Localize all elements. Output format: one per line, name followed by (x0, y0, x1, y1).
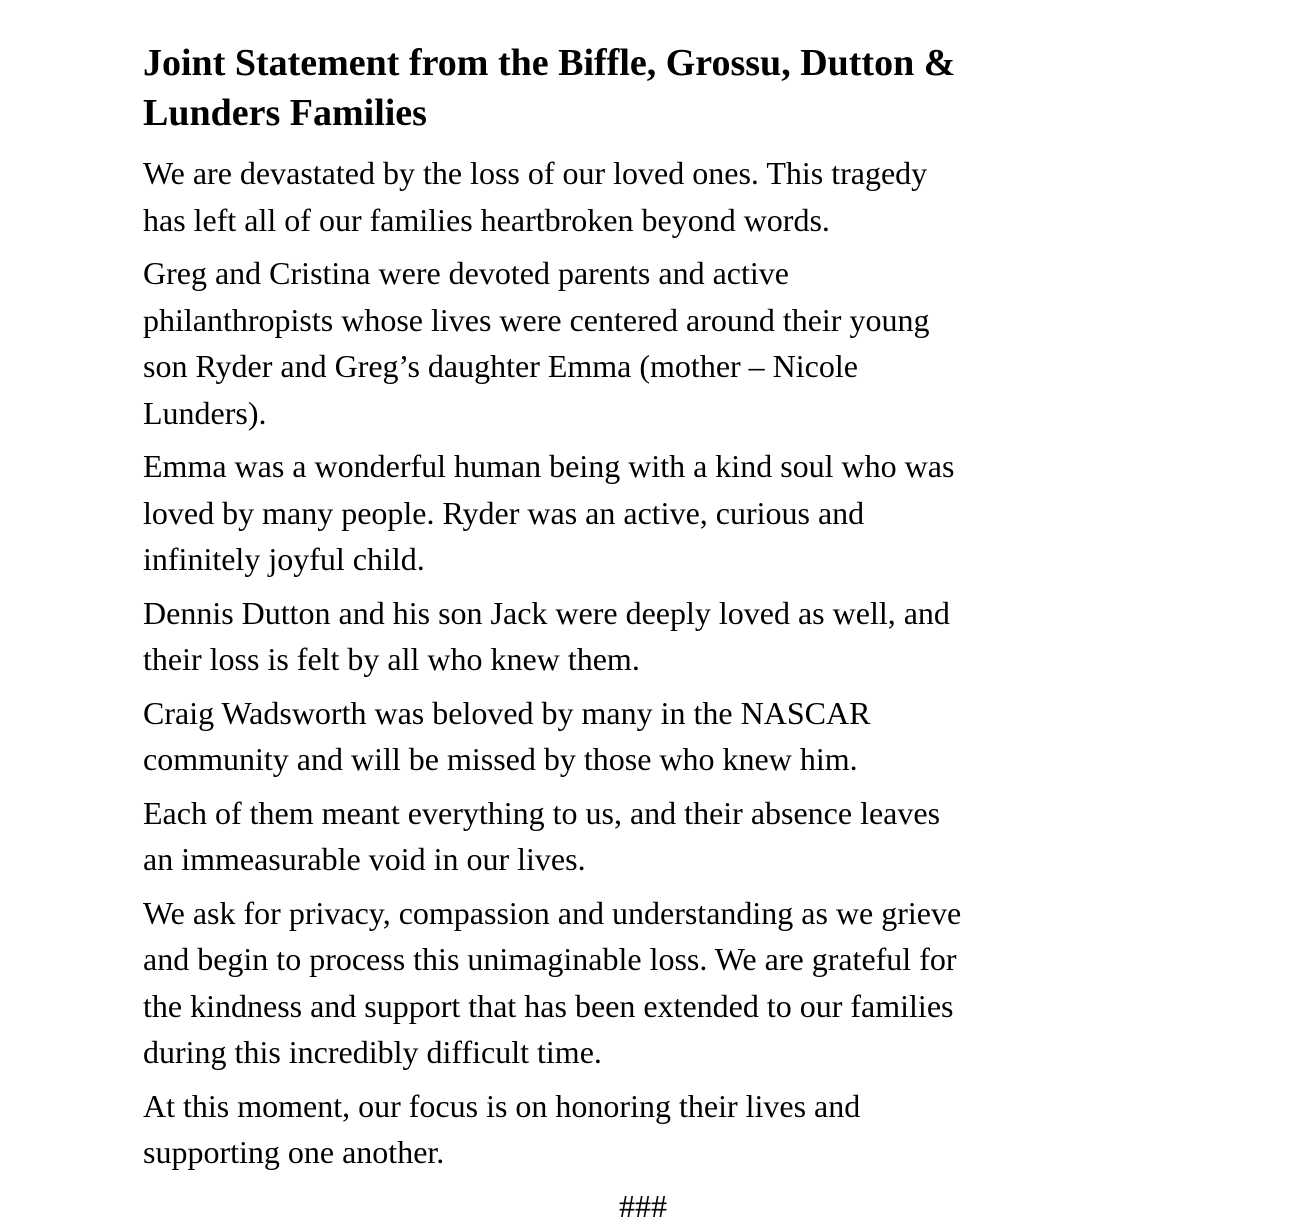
paragraph-line: has left all of our families heartbroken beyond words. (143, 197, 1305, 244)
paragraph-line: son Ryder and Greg’s daughter Emma (mother – Nicole (143, 343, 1305, 390)
paragraph (143, 890, 1305, 1076)
paragraph-line: during this incredibly difficult time. (143, 1029, 1305, 1076)
paragraph-line: We are devastated by the loss of our loved ones. This tragedy (143, 150, 1305, 197)
paragraph-line: loved by many people. Ryder was an active, curious and (143, 490, 1305, 537)
paragraph-line: philanthropists whose lives were centered around their young (143, 297, 1305, 344)
document-title-line-2: Lunders Families (143, 88, 1305, 138)
document-title (143, 38, 1305, 138)
paragraph (143, 590, 1305, 683)
paragraph-line: community and will be missed by those who knew him. (143, 736, 1305, 783)
paragraph-line: and begin to process this unimaginable loss. We are grateful for (143, 936, 1305, 983)
paragraph (143, 150, 1305, 243)
paragraph-line: infinitely joyful child. (143, 536, 1305, 583)
paragraph-line: Dennis Dutton and his son Jack were deeply loved as well, and (143, 590, 1305, 637)
paragraph (143, 690, 1305, 783)
paragraph-line: Emma was a wonderful human being with a kind soul who was (143, 443, 1305, 490)
end-mark: ### (143, 1183, 1143, 1229)
paragraph (143, 790, 1305, 883)
paragraph (143, 1083, 1305, 1176)
document-title-line-1: Joint Statement from the Biffle, Grossu, Dutton & (143, 38, 1305, 88)
paragraph-line: At this moment, our focus is on honoring their lives and (143, 1083, 1305, 1130)
paragraph-line: their loss is felt by all who knew them. (143, 636, 1305, 683)
paragraph-line: Craig Wadsworth was beloved by many in the NASCAR (143, 690, 1305, 737)
paragraph-line: We ask for privacy, compassion and understanding as we grieve (143, 890, 1305, 937)
paragraph-line: Greg and Cristina were devoted parents and active (143, 250, 1305, 297)
paragraph-line: an immeasurable void in our lives. (143, 836, 1305, 883)
paragraph-line: the kindness and support that has been extended to our families (143, 983, 1305, 1030)
paragraph (143, 250, 1305, 436)
statement-body (143, 150, 1305, 1176)
paragraph (143, 443, 1305, 583)
paragraph-line: supporting one another. (143, 1129, 1305, 1176)
paragraph-line: Lunders). (143, 390, 1305, 437)
paragraph-line: Each of them meant everything to us, and their absence leaves (143, 790, 1305, 837)
